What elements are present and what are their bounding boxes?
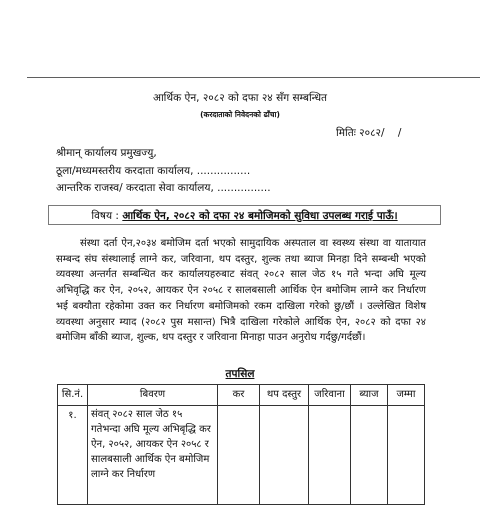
schedule-heading: तपसिल (225, 368, 255, 380)
subject-box (48, 205, 441, 225)
column-header-interest: ब्याज (351, 385, 388, 406)
form-title: आर्थिक ऐन, २०८२ को दफा २४ सँग सम्बन्धित (152, 92, 328, 104)
column-header-sn: सि.नं. (58, 385, 88, 406)
column-header-description: बिवरण (88, 385, 218, 406)
subject-label: विषय : (91, 210, 119, 222)
form-subtitle: (करदाताको निवेदनको ढाँचा) (200, 110, 280, 119)
row-interest-cell (351, 406, 388, 505)
addressee-line-1: श्रीमान् कार्यालय प्रमुखज्यु, (56, 147, 157, 159)
addressee-line-2: ठूला/मध्यमस्तरीय करदाता कार्यालय, ................ (56, 165, 251, 177)
subject-text: आर्थिक ऐन, २०८२ को दफा २४ बमोजिमको सुविधा उपलब्ध गराई पाऊँ। (122, 210, 398, 222)
date-value: २०८२/ / (359, 127, 402, 139)
body-paragraph-block (56, 236, 426, 346)
table-row (58, 406, 425, 505)
row-serial-number: १. (58, 406, 88, 505)
date-label: मितिः (336, 127, 356, 139)
schedule-header-row (58, 385, 425, 406)
body-paragraph: संस्था दर्ता ऐन,२०३४ बमोजिम दर्ता भएको सामुदायिक अस्पताल वा स्वस्थ्य संस्था वा यातायात सम्बन्द संघ संस्थालाई लाग्ने कर, जरिवाना, थप दस्तुर, शुल्क तथा ब्याज मिनहा दिने सम्बन्धी भएको व्यवस्था अन्तर्गत सम्बन्धित कर कार्यालयहरुबाट संवत् २०८२ साल जेठ १५ गते भन्दा अघि मूल्य अभिवृद्धि कर ऐन, २०५२, आयकर ऐन २०५८ र सालबसाली आर्थिक ऐन बमोजिम लाग्ने कर निर्धारण भई बक्यौता रहेकोमा उक्त कर निर्धारण बमोजिमको रकम दाखिला गरेको छु/छौं । उल्लेखित विशेष व्यवस्था अनुसार म्याद (२०८२ पुस मसान्त) भित्रै दाखिला गरेकोले आर्थिक ऐन, २०८२ को दफा २४ बमोजिम बाँकी ब्याज, शुल्क, थप दस्तुर र जरिवाना मिनाहा पाउन अनुरोध गर्दछु/गर्दछौं। (56, 238, 426, 344)
addressee-line-3: आन्तरिक राजस्व/ करदाता सेवा कार्यालय, ................ (56, 182, 271, 194)
date-line (336, 126, 401, 140)
column-header-tax: कर (218, 385, 260, 406)
column-header-total: जम्मा (388, 385, 425, 406)
row-total-cell (388, 406, 425, 505)
row-fine-cell (309, 406, 351, 505)
row-description: संवत् २०८२ साल जेठ १५ गतेभन्दा अघि मूल्य अभिबृद्धि कर ऐन, २०५२, आयकर ऐन २०५८ र सालबसाली आर्थिक ऐन बमोजिम लाग्ने कर निर्धारण (88, 406, 218, 505)
column-header-fine: जरिवाना (309, 385, 351, 406)
schedule-table (57, 384, 425, 505)
row-tax-cell (218, 406, 260, 505)
column-header-extra-fee: थप दस्तुर (260, 385, 309, 406)
row-extra-fee-cell (260, 406, 309, 505)
top-rule (27, 77, 480, 78)
